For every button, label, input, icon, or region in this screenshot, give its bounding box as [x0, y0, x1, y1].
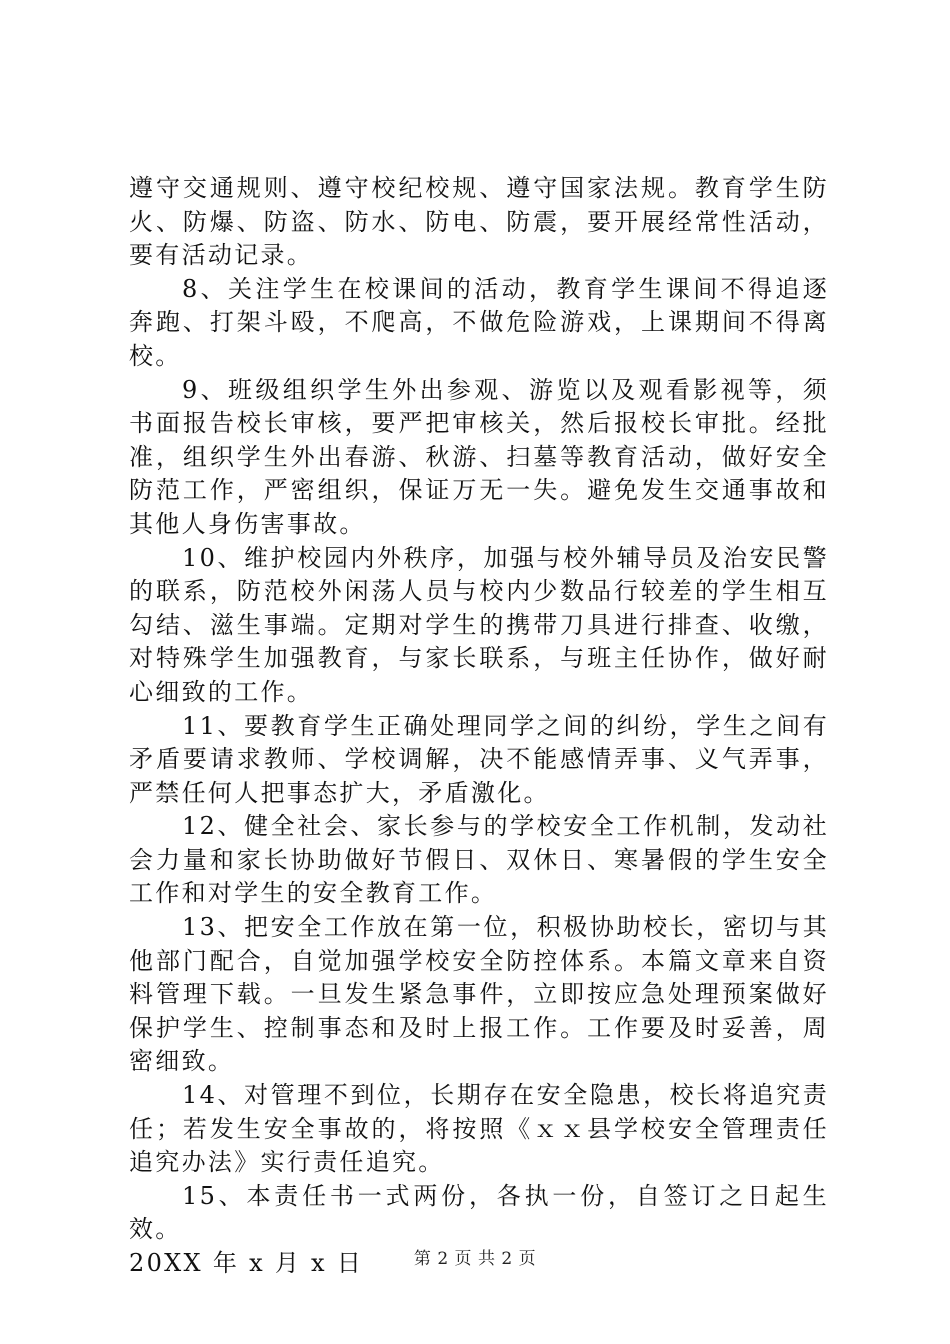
- document-body: [129, 172, 829, 1281]
- paragraph-item-15: 15、本责任书一式两份，各执一份，自签订之日起生效。: [129, 1181, 829, 1244]
- paragraph-item-11: 11、要教育学生正确处理同学之间的纠纷，学生之间有矛盾要请求教师、学校调解，决不能感情弄事、义气弄事，严禁任何人把事态扩大，矛盾激化。: [129, 711, 829, 807]
- paragraph-continuation: 遵守交通规则、遵守校纪校规、遵守国家法规。教育学生防火、防爆、防盗、防水、防电、防震，要开展经常性活动，要有活动记录。: [129, 174, 829, 270]
- paragraph-item-12: 12、健全社会、家长参与的学校安全工作机制，发动社会力量和家长协助做好节假日、双休日、寒暑假的学生安全工作和对学生的安全教育工作。: [129, 812, 829, 908]
- paragraph-item-14: 14、对管理不到位，长期存在安全隐患，校长将追究责任；若发生安全事故的，将按照《ｘｘ县学校安全管理责任追究办法》实行责任追究。: [129, 1081, 829, 1177]
- paragraph-item-10: 10、维护校园内外秩序，加强与校外辅导员及治安民警的联系，防范校外闲荡人员与校内少数品行较差的学生相互勾结、滋生事端。定期对学生的携带刀具进行排查、收缴，对特殊学生加强教育，与家长联系，与班主任协作，做好耐心细致的工作。: [129, 543, 829, 706]
- paragraph-item-9: 9、班级组织学生外出参观、游览以及观看影视等，须书面报告校长审核，要严把审核关，然后报校长审批。经批准，组织学生外出春游、秋游、扫墓等教育活动，做好安全防范工作，严密组织，保证万无一失。避免发生交通事故和其他人身伤害事故。: [129, 375, 829, 538]
- paragraph-item-13: 13、把安全工作放在第一位，积极协助校长，密切与其他部门配合，自觉加强学校安全防控体系。本篇文章来自资料管理下载。一旦发生紧急事件，立即按应急处理预案做好保护学生、控制事态和及时上报工作。工作要及时妥善，周密细致。: [129, 913, 829, 1076]
- page-number-footer: 第 2 页 共 2 页: [413, 1249, 537, 1269]
- signing-date: 20XX 年 x 月 x 日: [129, 1249, 364, 1277]
- paragraph-item-8: 8、关注学生在校课间的活动，教育学生课间不得追逐奔跑、打架斗殴，不爬高，不做危险游戏，上课期间不得离校。: [129, 274, 829, 370]
